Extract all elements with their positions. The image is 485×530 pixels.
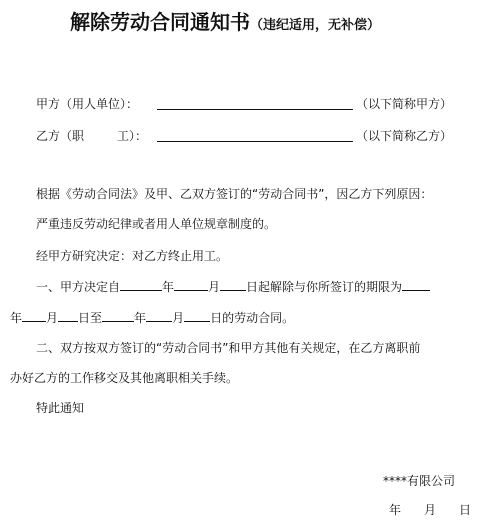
- item-1-to-year-blank[interactable]: [102, 309, 134, 322]
- party-b-label-1: 乙方（职: [36, 129, 85, 143]
- item-1-to-month-blank[interactable]: [146, 309, 172, 322]
- date-day: 日: [459, 503, 472, 517]
- item-1-line2-year: 年: [10, 311, 23, 325]
- party-b-blank[interactable]: [157, 129, 353, 142]
- document-title: [70, 6, 380, 35]
- item-1-line2-month2: 月: [172, 311, 185, 325]
- item-1-line-2: [10, 309, 294, 326]
- item-1-start-year-blank[interactable]: [120, 278, 162, 291]
- paragraph-reason: 严重违反劳动纪律或者用人单位规章制度的。: [36, 217, 277, 231]
- item-1-line2-year2: 年: [134, 311, 147, 325]
- item-1-day-tail: 日起解除与你所签订的期限为: [246, 280, 403, 294]
- party-a-note: （以下简称甲方）: [356, 97, 453, 111]
- item-1-start-month-blank[interactable]: [174, 278, 208, 291]
- title-main: 解除劳动合同通知书: [70, 10, 250, 34]
- item-1-line-1: [36, 278, 430, 295]
- item-1-term-blank[interactable]: [402, 278, 430, 291]
- item-1-month-text: 月: [208, 280, 221, 294]
- party-b-note: （以下简称乙方）: [356, 129, 453, 143]
- item-1-line2-month: 月: [46, 311, 59, 325]
- item-2-line-2: 办好乙方的工作移交及其他离职相关手续。: [10, 371, 239, 385]
- party-a-label: 甲方（用人单位）：: [36, 97, 139, 111]
- item-1-from-month-blank[interactable]: [22, 309, 46, 322]
- title-subtitle: （违纪适用，无补偿）: [250, 18, 381, 33]
- item-1-start-day-blank[interactable]: [220, 278, 246, 291]
- item-1-line2-to: 日至: [78, 311, 103, 325]
- party-b-label-2: 工）：: [117, 129, 148, 143]
- item-1-to-day-blank[interactable]: [184, 309, 210, 322]
- item-1-prefix: 一、甲方决定自: [36, 280, 121, 294]
- company-name: ****有限公司: [383, 474, 456, 488]
- date-month: 月: [424, 503, 437, 517]
- item-1-year-text: 年: [162, 280, 175, 294]
- paragraph-decision: 经甲方研究决定：对乙方终止用工。: [36, 249, 229, 263]
- item-1-from-day-blank[interactable]: [58, 309, 78, 322]
- party-a-blank[interactable]: [157, 97, 353, 110]
- party-a-row: [36, 96, 138, 112]
- paragraph-reason-intro: 根据《劳动合同法》及甲、乙双方签订的“劳动合同书”，因乙方下列原因：: [36, 187, 433, 201]
- date-year: 年: [389, 503, 402, 517]
- item-1-line2-tail: 日的劳动合同。: [210, 311, 295, 325]
- notice-text: 特此通知: [36, 401, 85, 415]
- item-2-line-1: 二、双方按双方签订的“劳动合同书”和甲方其他有关规定，在乙方离职前: [36, 341, 421, 355]
